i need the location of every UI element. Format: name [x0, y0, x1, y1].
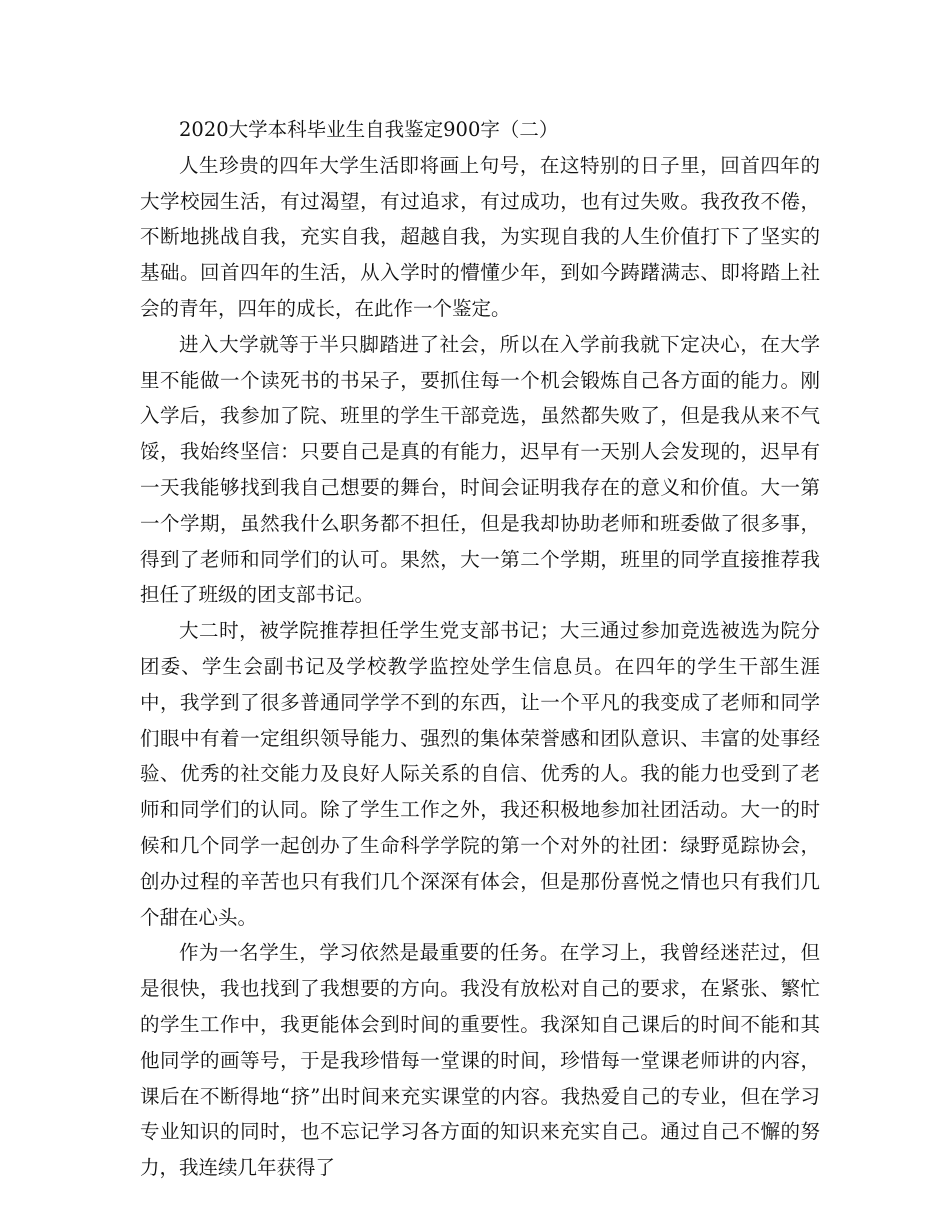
paragraph-3: 大二时，被学院推荐担任学生党支部书记；大三通过参加竞选被选为院分团委、学生会副书记及学校教学监控处学生信息员。在四年的学生干部生涯中，我学到了很多普通同学学不到的东西，让一个平凡的我变成了老师和同学们眼中有着一定组织领导能力、强烈的集体荣誉感和团队意识、丰富的处事经验、优秀的社交能力及良好人际关系的自信、优秀的人。我的能力也受到了老师和同学们的认同。除了学生工作之外，我还积极地参加社团活动。大一的时候和几个同学一起创办了生命科学学院的第一个对外的社团：绿野觅踪协会，创办过程的辛苦也只有我们几个深深有体会，但是那份喜悦之情也只有我们几个甜在心头。	[140, 619, 820, 929]
document-body	[140, 112, 820, 1186]
paragraph-2: 进入大学就等于半只脚踏进了社会，所以在入学前我就下定决心，在大学里不能做一个读死书的书呆子，要抓住每一个机会锻炼自己各方面的能力。刚入学后，我参加了院、班里的学生干部竞选，虽然都失败了，但是我从来不气馁，我始终坚信：只要自己是真的有能力，迟早有一天别人会发现的，迟早有一天我能够找到我自己想要的舞台，时间会证明我存在的意义和价值。大一第一个学期，虽然我什么职务都不担任，但是我却协助老师和班委做了很多事，得到了老师和同学们的认可。果然，大一第二个学期，班里的同学直接推荐我担任了班级的团支部书记。	[140, 332, 820, 607]
paragraph-4: 作为一名学生，学习依然是最重要的任务。在学习上，我曾经迷茫过，但是很快，我也找到了我想要的方向。我没有放松对自己的要求，在紧张、繁忙的学生工作中，我更能体会到时间的重要性。我深知自己课后的时间不能和其他同学的画等号，于是我珍惜每一堂课的时间，珍惜每一堂课老师讲的内容，课后在不断得地“挤”出时间来充实课堂的内容。我热爱自己的专业，但在学习专业知识的同时，也不忘记学习各方面的知识来充实自己。通过自己不懈的努力，我连续几年获得了	[140, 941, 820, 1180]
document-title: 2020大学本科毕业生自我鉴定900字（二）	[179, 118, 559, 141]
paragraph-1: 人生珍贵的四年大学生活即将画上句号，在这特别的日子里，回首四年的大学校园生活，有过渴望，有过追求，有过成功，也有过失败。我孜孜不倦，不断地挑战自我，充实自我，超越自我，为实现自我的人生价值打下了坚实的基础。回首四年的生活，从入学时的懵懂少年，到如今踌躇满志、即将踏上社会的青年，四年的成长，在此作一个鉴定。	[140, 153, 820, 320]
